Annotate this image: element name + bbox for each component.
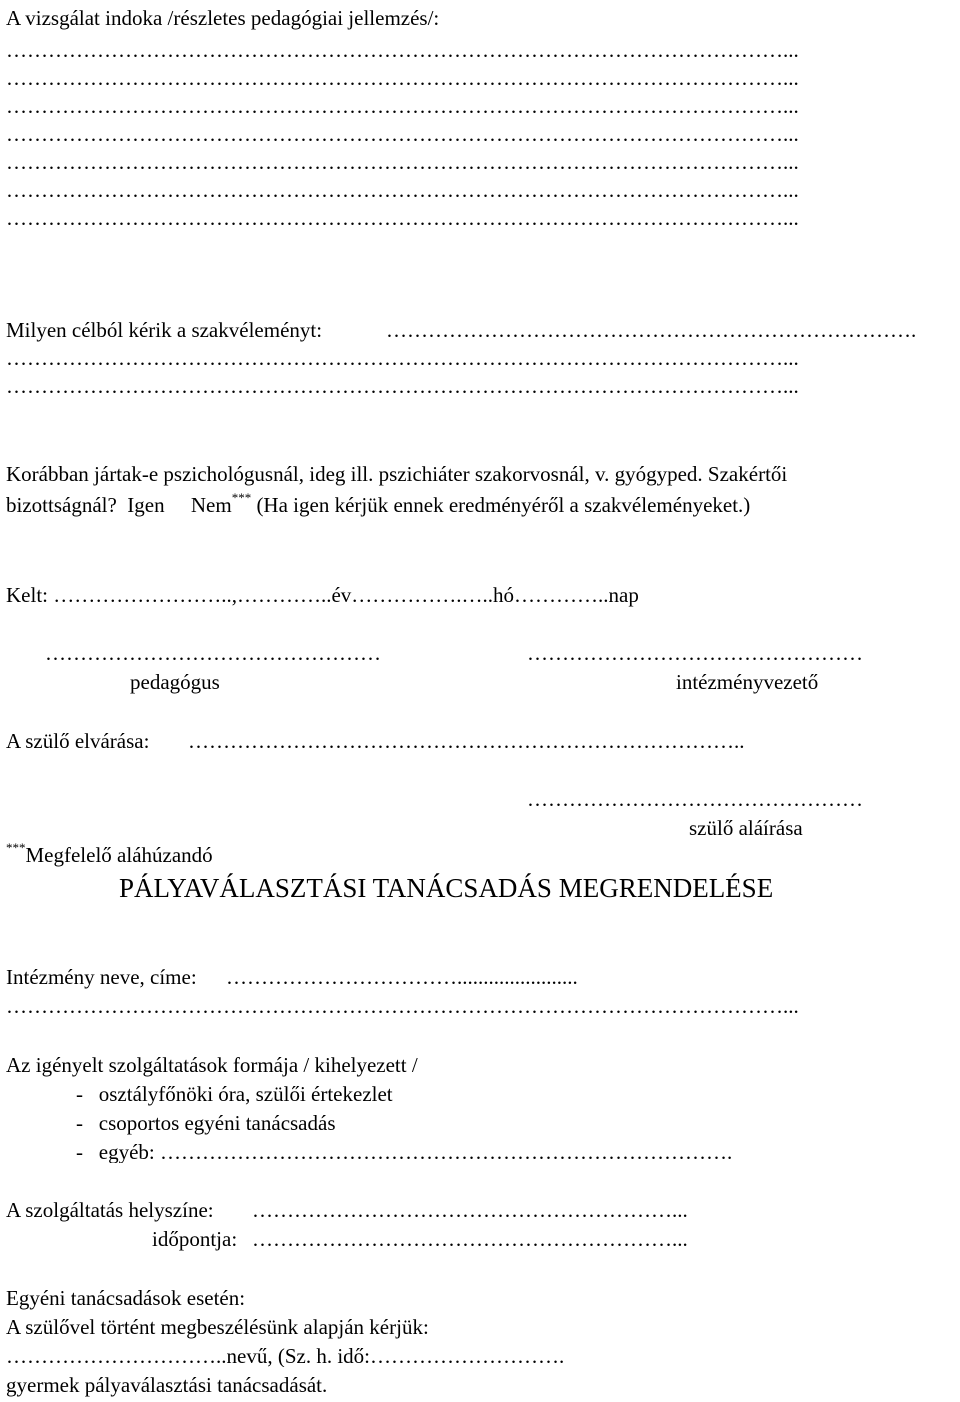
szulo-elvarasa-dots: ……………………………………………………………………..	[188, 731, 745, 752]
vizsgalat-heading: A vizsgálat indoka /részletes pedagógiai jellemzés/:	[6, 6, 440, 30]
vizsgalat-line-3: …………………………………………………………………………………………………...	[6, 96, 799, 117]
page-title: PÁLYAVÁLASZTÁSI TANÁCSADÁS MEGRENDELÉSE	[119, 873, 774, 903]
intezmeny-label: Intézmény neve, címe:	[6, 965, 197, 989]
helyszin-label: A szolgáltatás helyszíne:	[6, 1198, 214, 1222]
cel-line-1: …………………………………………………………………………………………………...	[6, 348, 799, 369]
egyeni-line-1: Egyéni tanácsadások esetén:	[6, 1286, 246, 1310]
intezmeny-dots: …………………………….......................	[226, 967, 578, 988]
szolgaltatas-item-1: - osztályfőnöki óra, szülői értekezlet	[76, 1082, 393, 1106]
vizsgalat-line-2: …………………………………………………………………………………………………...	[6, 68, 799, 89]
pedagogus-label: pedagógus	[130, 670, 220, 694]
intezmenyvezeto-label: intézményvezető	[676, 670, 819, 694]
footnote	[6, 840, 213, 867]
szulo-alairas-label: szülő aláírása	[689, 816, 803, 840]
vizsgalat-line-6: …………………………………………………………………………………………………...	[6, 180, 799, 201]
szulo-alairas-dots: …………………………………………	[527, 787, 863, 811]
korabban-igen-nem: bizottságnál? Igen Nem	[6, 493, 232, 517]
footnote-sup: ***	[6, 840, 26, 855]
cel-label: Milyen célból kérik a szakvéleményt:	[6, 318, 323, 342]
korabban-line-1: Korábban jártak-e pszichológusnál, ideg ill. pszichiáter szakorvosnál, v. gyógyped. Szakértői	[6, 462, 788, 486]
vizsgalat-line-5: …………………………………………………………………………………………………...	[6, 152, 799, 173]
vizsgalat-line-1: …………………………………………………………………………………………………...	[6, 40, 799, 61]
szolgaltatasok-heading: Az igényelt szolgáltatások formája / kihelyezett /	[6, 1053, 418, 1077]
pedagogus-dots: …………………………………………	[45, 641, 381, 665]
footnote-text: Megfelelő aláhúzandó	[25, 843, 213, 867]
korabban-note: (Ha igen kérjük ennek eredményéről a szakvéleményeket.)	[251, 493, 751, 517]
intezmeny-line-2: …………………………………………………………………………………………………...	[6, 996, 799, 1017]
korabban-line-2	[6, 490, 751, 517]
szolgaltatas-item-3: - egyéb: ……………………………………………………………………….	[76, 1142, 733, 1163]
egyeni-line-4: gyermek pályaválasztási tanácsadását.	[6, 1373, 328, 1397]
kelt-line: Kelt: ……………………..,…………..év…………….…..hó…………..nap	[6, 583, 639, 607]
vizsgalat-line-4: …………………………………………………………………………………………………...	[6, 124, 799, 145]
vizsgalat-line-7: …………………………………………………………………………………………………...	[6, 208, 799, 229]
cel-inline-dots: ………………………………………………………………….	[386, 320, 917, 341]
egyeni-line-2: A szülővel történt megbeszélésünk alapján kérjük:	[6, 1315, 429, 1339]
intezmenyvezeto-dots: …………………………………………	[527, 641, 863, 665]
idopont-dots: ……………………………………………………...	[252, 1229, 688, 1250]
egyeni-line-3: …………………………..nevű, (Sz. h. idő:……………………….	[6, 1346, 565, 1367]
szulo-elvarasa-label: A szülő elvárása:	[6, 729, 150, 753]
idopont-label: időpontja:	[152, 1227, 238, 1251]
szolgaltatas-item-2: - csoportos egyéni tanácsadás	[76, 1111, 336, 1135]
korabban-sup: ***	[231, 490, 252, 505]
helyszin-dots: ……………………………………………………...	[252, 1200, 688, 1221]
cel-line-2: …………………………………………………………………………………………………...	[6, 376, 799, 397]
